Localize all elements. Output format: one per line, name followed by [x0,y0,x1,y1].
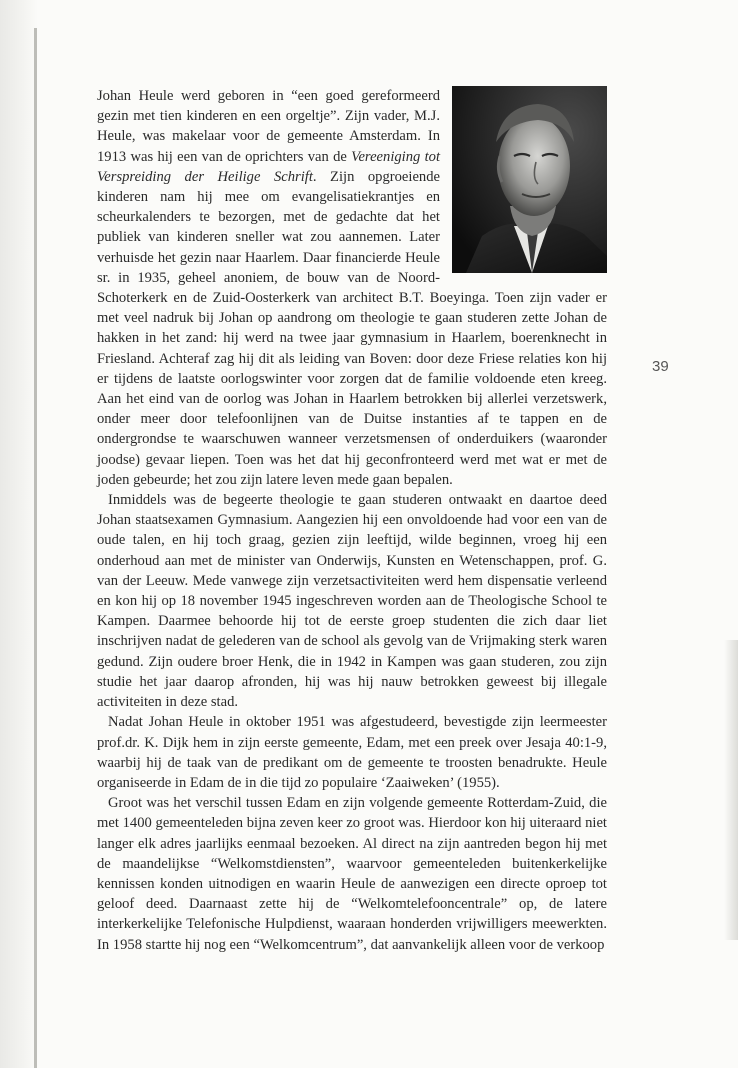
page-number: 39 [652,358,669,375]
portrait-image [452,86,607,273]
paragraph-3: Nadat Johan Heule in oktober 1951 was afgestudeerd, bevestigde zijn leermeester prof.dr. K. Dijk hem in zijn eerste gemeente, Edam, met een preek over Jesaja 40:1-9, waarbij hij de taak van de predikant om de gemeente te troosten benadrukte. Heule organiseerde in Edam de in die tijd zo populaire ‘Zaaiweken’ (1955). [97,714,607,791]
paragraph-1: Johan Heule werd geboren in “een goed gereformeerd gezin met tien kinderen en een orgeltje”. Zijn vader, M.J. Heule, was makelaar voor de gemeente Amsterdam. In 1913 was hij een van de oprichters van de Vereeniging tot Verspreiding der Heilige Schrift. Zijn opgroeiende kinderen nam hij mee om evangelisatiekrantjes en scheurkalenders te bezorgen, met de gedachte dat het publiek van kinderen sneller wat zou aannemen. Later verhuisde het gezin naar Haarlem. Daar financierde Heule sr. in 1935, geheel anoniem, de bouw van de Noord-Schoterkerk en de Zuid-Oosterkerk van architect B.T. Boeyinga. Toen zijn vader er met veel nadruk bij Johan op aandrong om theologie te gaan studeren zette Johan de hakken in het zand: hij werd na twee jaar gymnasium in Haarlem, boerenknecht in Friesland. Achteraf zag hij dit als leiding van Boven: door deze Friese relaties kon hij er tijdens de laatste oorlogswinter voor zorgen dat de familie voldoende eten kreeg. Aan het eind van de oorlog was Johan in Haarlem betrokken bij allerlei verzetswerk, onder meer door telefoonlijnen van de Duitse instanties af te tappen en de ondergrondse te waarschuwen wanneer verzetsmensen of onderduikers (waaronder joodse) gevaar liepen. Toen was het dat hij geconfronteerd werd met wat er met de joden gebeurde; het zou zijn latere leven mede gaan bepalen. [97,88,607,488]
binding-edge [34,28,37,1068]
portrait-photo [452,86,607,273]
paragraph-2: Inmiddels was de begeerte theologie te gaan studeren ontwaakt en daartoe deed Johan staatsexamen Gymnasium. Aangezien hij een onvoldoende had voor een van de oude talen, en hij toch graag, gezien zijn leeftijd, wilde beginnen, vroeg hij een onderhoud aan met de minister van Onderwijs, Kunsten en Wetenschappen, prof. G. van der Leeuw. Mede vanwege zijn verzetsactiviteiten werd hem dispensatie verleend en kon hij op 18 november 1945 ingeschreven worden aan de Theologische School te Kampen. Daarmee behoorde hij tot de eerste groep studenten die zich daar liet inschrijven nadat de gelederen van de school als gevolg van de Vrijmaking sterk waren gedund. Zijn oudere broer Henk, die in 1942 in Kampen was gaan studeren, zou zijn studie het jaar daarop afronden, hij was hij nauw betrokken geweest bij illegale activiteiten in deze stad. [97,492,607,711]
paragraph-4: Groot was het verschil tussen Edam en zijn volgende gemeente Rotterdam-Zuid, die met 1400 gemeenteleden bijna zeven keer zo groot was. Hierdoor kon hij uiteraard niet langer elk adres jaarlijks eenmaal bezoeken. Al direct na zijn aantreden begon hij met de maandelijkse “Welkomstdiensten”, waarvoor gemeenteleden buitenkerkelijke kennissen konden uitnodigen en waarin Heule de aanwezigen een directe oproep tot geloof deed. Daarnaast zette hij de “Welkomtelefooncentrale” op, de latere interkerkelijke Telefonische Hulpdienst, waaraan honderden vrijwilligers meewerkten. In 1958 startte hij nog een “Welkomcentrum”, dat aanvankelijk alleen voor de verkoop [97,795,607,953]
page-edge-shadow [724,640,738,940]
body-text [97,86,607,955]
page-gutter [0,0,38,1068]
